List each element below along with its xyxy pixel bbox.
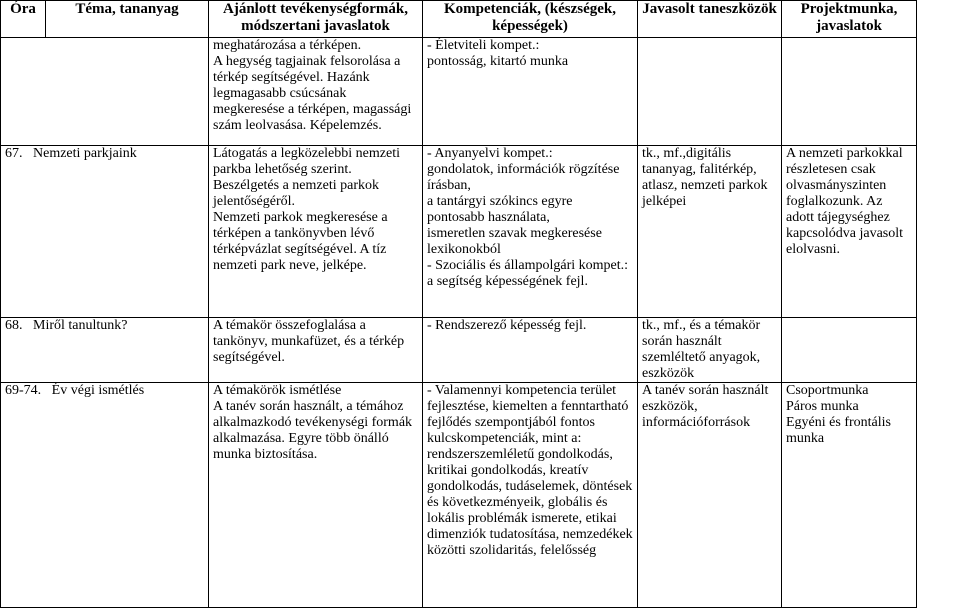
cell-ajanlott: meghatározása a térképen. A hegység tagjainak felsorolása a térkép segítségével. Hazánk legmagasabb csúcsának megkeresése a térképen, magassági szám leolvasása. Képelemzés. [209,38,423,146]
cell-ajanlott: A témakör összefoglalása a tankönyv, munkafüzet, és a térkép segítségével. [209,318,423,383]
cell-projekt: A nemzeti parkokkal részletesen csak olvasmányszinten foglalkozunk. Az adott tájegységhez kapcsolódva javasolt elolvasni. [782,146,917,318]
table-row [1,383,960,608]
header-eszkozok: Javasolt taneszközök [638,1,782,38]
header-ora: Óra [1,1,46,38]
table-row [1,318,960,383]
cell-ora-tema: 69-74. Év végi ismétlés [1,383,209,608]
cell-ora-tema [1,38,209,146]
cell-projekt: Csoportmunka Páros munka Egyéni és frontális munka [782,383,917,608]
cell-kompetenciak: - Életviteli kompet.: pontosság, kitartó munka [423,38,638,146]
cell-eszkozok: tk., mf., és a témakör során használt szemléltető anyagok, eszközök [638,318,782,383]
header-projekt: Projektmunka, javaslatok [782,1,917,38]
table-row [1,146,960,318]
cell-eszkozok: A tanév során használt eszközök, információforrások [638,383,782,608]
header-row [1,1,960,38]
cell-kompetenciak: - Rendszerező képesség fejl. [423,318,638,383]
header-tema: Téma, tananyag [46,1,209,38]
cell-eszkozok: tk., mf.,digitális tananyag, falitérkép, atlasz, nemzeti parkok jelképei [638,146,782,318]
cell-eszkozok [638,38,782,146]
cell-ajanlott: Látogatás a legközelebbi nemzeti parkba lehetőség szerint. Beszélgetés a nemzeti parkok jelentőségéről. Nemzeti parkok megkeresése a térképen a tankönyvben lévő térképvázlat segítségével. A tíz nemzeti park neve, jelképe. [209,146,423,318]
cell-projekt [782,318,917,383]
cell-ora-tema: 68. Miről tanultunk? [1,318,209,383]
table-row [1,38,960,146]
cell-ora-tema: 67. Nemzeti parkjaink [1,146,209,318]
cell-ajanlott: A témakörök ismétlése A tanév során használt, a témához alkalmazkodó tevékenységi formák alkalmazása. Egyre több önálló munka biztosítása. [209,383,423,608]
cell-projekt [782,38,917,146]
cell-kompetenciak: - Valamennyi kompetencia terület fejlesztése, kiemelten a fenntartható fejlődés szempontjából fontos kulcskompetenciák, mint a: rendszerszemléletű gondolkodás, kritikai gondolkodás, kreatív gondolkodás, tudáselemek, döntések és következményeik, globális és lokális problémák ismerete, etikai dimenziók tudatosítása, nemzedékek közötti szolidaritás, felelősség [423,383,638,608]
header-ajanlott: Ajánlott tevékenységformák, módszertani javaslatok [209,1,423,38]
header-kompetenciak: Kompetenciák, (készségek, képességek) [423,1,638,38]
cell-kompetenciak: - Anyanyelvi kompet.: gondolatok, információk rögzítése írásban, a tantárgyi szókincs egyre pontosabb használata, ismeretlen szavak megkeresése lexikonokból - Szociális és állampolgári kompet.: a segítség képességének fejl. [423,146,638,318]
